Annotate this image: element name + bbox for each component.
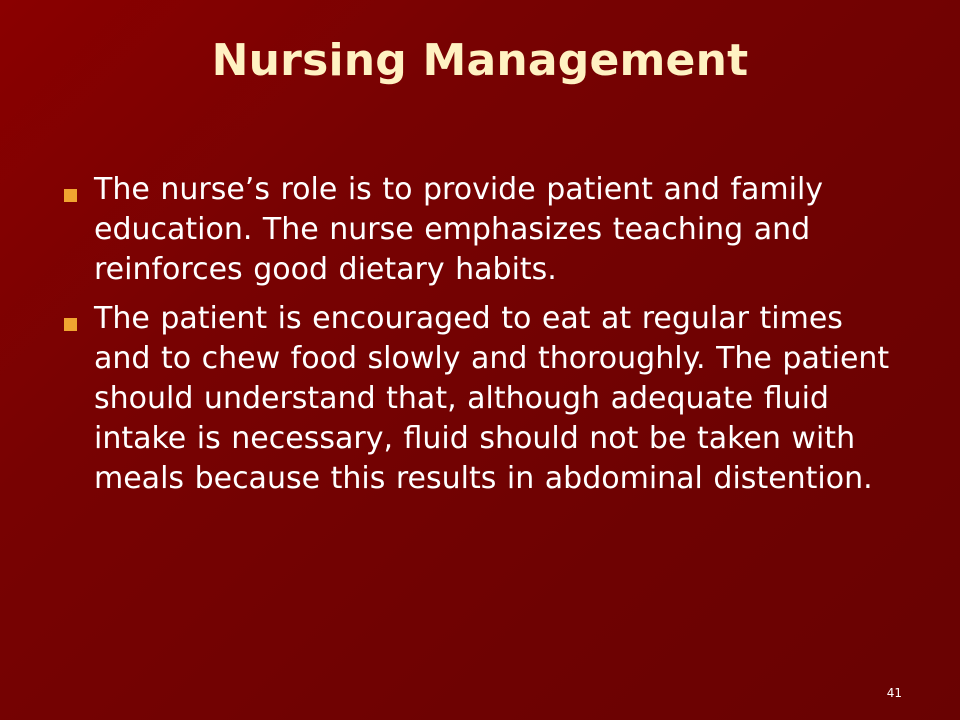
- square-bullet-icon: [64, 189, 77, 202]
- bullet-item: [58, 170, 908, 290]
- bullet-text: The nurse’s role is to provide patient and family education. The nurse emphasizes teaching and reinforces good dietary habits.: [94, 172, 824, 287]
- square-bullet-icon: [64, 318, 77, 331]
- slide-number: 41: [886, 686, 902, 700]
- bullet-item: [58, 299, 908, 499]
- bullet-text: The patient is encouraged to eat at regular times and to chew food slowly and thoroughly. The patient should understand that, although adequate fluid intake is necessary, fluid should not be taken with meals because this results in abdominal distention.: [94, 301, 890, 496]
- slide-title: Nursing Management: [211, 35, 749, 86]
- bullet-list: [58, 170, 908, 508]
